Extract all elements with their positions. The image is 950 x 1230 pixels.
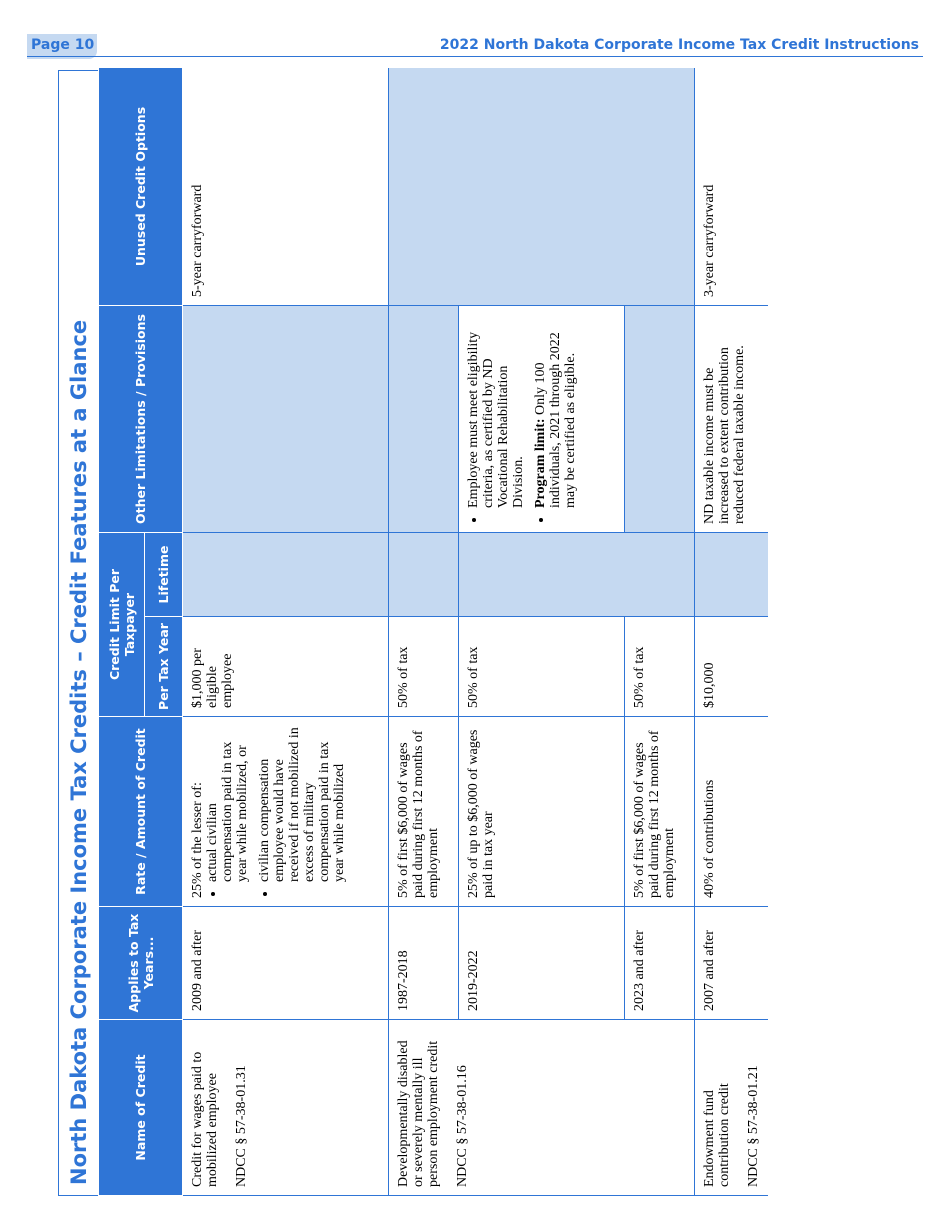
table-row-disabled-1 — [389, 68, 459, 1196]
cell-rate: 25% of the lesser of: • actual civilian compensation paid in tax year while mobilized, or • civilian compensation employee would have received if not mobilized in excess of military compensation paid in tax year while mobilized — [183, 717, 389, 907]
cell-lifetime — [459, 533, 695, 617]
cell-rate: 5% of first $6,000 of wages paid during first 12 months of employment — [389, 717, 459, 907]
cell-unused — [389, 68, 695, 306]
rotated-table-frame — [58, 68, 768, 1196]
cell-other — [459, 306, 625, 533]
col-header-unused: Unused Credit Options — [99, 68, 183, 306]
cell-other — [183, 306, 389, 533]
cell-rate: 5% of first $6,000 of wages paid during first 12 months of employment — [625, 717, 695, 907]
cell-years: 2009 and after — [183, 907, 389, 1020]
page-number: Page 10 — [31, 37, 95, 53]
col-header-other: Other Limitations / Provisions — [99, 306, 183, 533]
credits-table — [98, 68, 768, 1196]
cell-per-year: 50% of tax — [625, 617, 695, 717]
cell-per-year: $1,000 per eligible employee — [183, 617, 389, 717]
cell-per-year: 50% of tax — [389, 617, 459, 717]
cell-rate: 25% of up to $6,000 of wages paid in tax year — [459, 717, 625, 907]
cell-per-year: $10,000 — [695, 617, 769, 717]
col-header-rate: Rate / Amount of Credit — [99, 717, 183, 907]
cell-years: 2019-2022 — [459, 907, 625, 1020]
cell-other — [625, 306, 695, 533]
cell-lifetime — [695, 533, 769, 617]
document-title: 2022 North Dakota Corporate Income Tax Credit Instructions — [439, 37, 919, 53]
cell-years: 2023 and after — [625, 907, 695, 1020]
cell-name: Credit for wages paid to mobilized employee NDCC § 57-38-01.31 — [183, 1020, 389, 1196]
list-item: • Program limit: Only 100 individuals, 2021 through 2022 may be certified as eligible. — [533, 314, 578, 508]
cell-other: ND taxable income must be increased to extent contribution reduced federal taxable income. — [695, 306, 769, 533]
table-row-mobilized — [183, 68, 389, 1196]
cell-name: Endowment fund contribution credit NDCC § 57-38-01.21 — [695, 1020, 769, 1196]
table-row-endowment — [695, 68, 769, 1196]
cell-per-year: 50% of tax — [459, 617, 625, 717]
table-title: North Dakota Corporate Income Tax Credits – Credit Features at a Glance — [58, 70, 98, 1196]
cell-years: 2007 and after — [695, 907, 769, 1020]
list-item: • actual civilian compensation paid in tax year while mobilized, or — [205, 725, 250, 882]
cell-years: 1987-2018 — [389, 907, 459, 1020]
rotated-table-content — [58, 68, 768, 1196]
col-header-limit-group: Credit Limit Per Taxpayer — [99, 533, 145, 717]
cell-rate: 40% of contributions — [695, 717, 769, 907]
cell-other — [389, 306, 459, 533]
cell-unused: 3-year carryforward — [695, 68, 769, 306]
list-item: • Employee must meet eligibility criteria, as certified by ND Vocational Rehabilitation Division. — [466, 314, 526, 508]
header-divider — [27, 56, 923, 57]
cell-name: Developmentally disabled or severely mentally ill person employment credit NDCC § 57-38-01.16 — [389, 1020, 695, 1196]
cell-lifetime — [389, 533, 459, 617]
cell-lifetime — [183, 533, 389, 617]
col-header-name: Name of Credit — [99, 1020, 183, 1196]
cell-unused: 5-year carryforward — [183, 68, 389, 306]
list-item: • civilian compensation employee would have received if not mobilized in excess of military compensation paid in tax year while mobilized — [257, 725, 347, 882]
col-header-lifetime: Lifetime — [145, 533, 183, 617]
col-header-per-year: Per Tax Year — [145, 617, 183, 717]
col-header-years: Applies to Tax Years... — [99, 907, 183, 1020]
